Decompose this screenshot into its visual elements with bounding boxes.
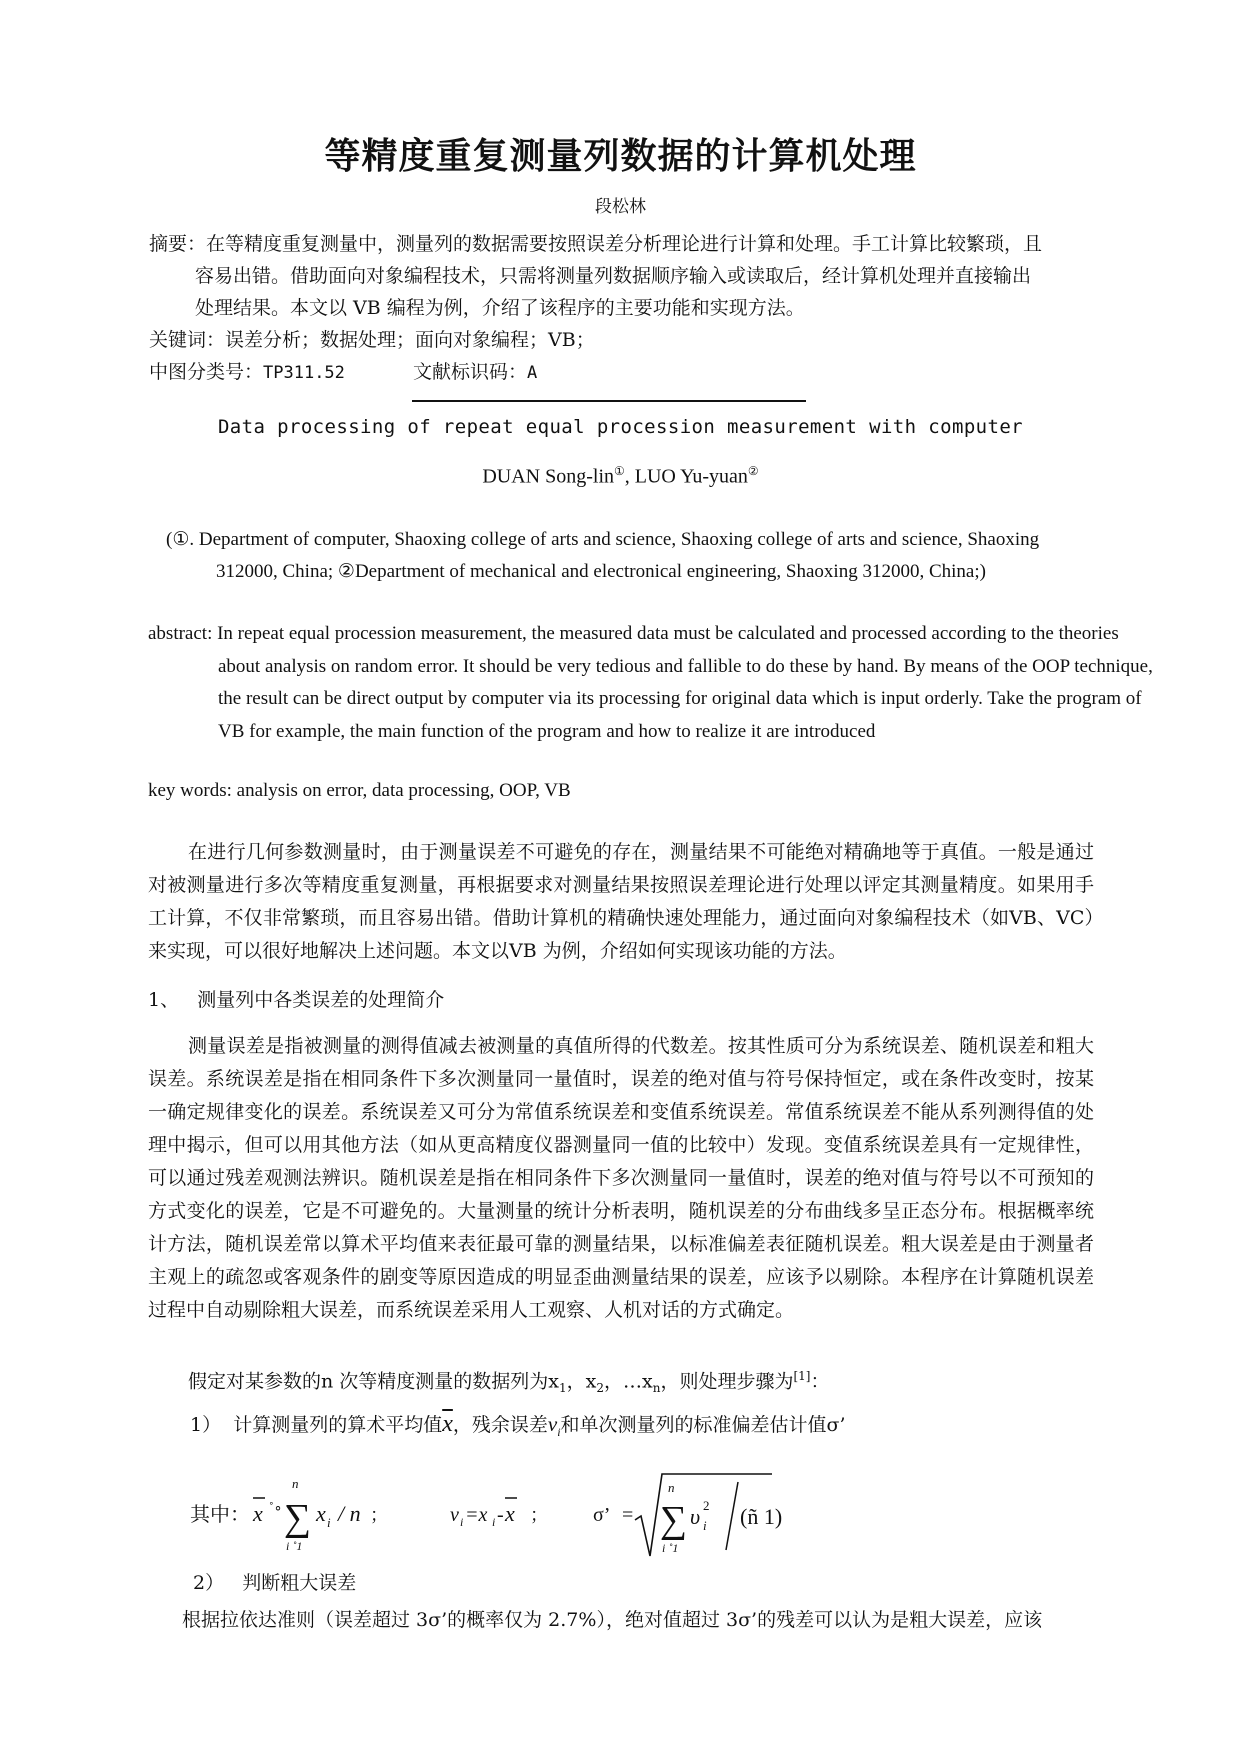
separator: ； (530, 1505, 548, 1525)
subscript: i (492, 1515, 496, 1529)
en-author-1: DUAN Song-lin (482, 465, 614, 488)
section1-paragraph: 测量误差是指被测量的测得值减去被测量的真值所得的代数差。按其性质可分为系统误差、随机误差和粗大误差。系统误差是指在相同条件下多次测量同一量值时，误差的绝对值与符号保持恒定，或在条件改变时，按某一确定规律变化的误差。系统误差又可分为常值系统误差和变值系统误差。常值系统误差不能从系列测得值的处理中揭示，但可以用其他方法（如从更高精度仪器测量同一值的比较中）发现。变值系统误差具有一定规律性，可以通过残差观测法辨识。随机误差是指在相同条件下多次测量同一量值时，误差的绝对值与符号以不可预知的方式变化的误差，它是不可避免的。大量测量的统计分析表明，随机误差的分布曲线多呈正态分布。根据概率统计方法，随机误差常以算术平均值来表征最可靠的测量结果，以标准偏差表征随机误差。粗大误差是由于测量者主观上的疏忽或客观条件的剧变等原因造成的明显歪曲测量结果的误差，应该予以剔除。本程序在计算随机误差过程中自动剔除粗大误差，而系统误差采用人工观察、人机对话的方式确定。 (148, 1035, 1094, 1321)
step-text: 计算测量列的算术平均值 (233, 1414, 443, 1436)
minus-sign: - (497, 1504, 504, 1526)
subscript: i (703, 1518, 707, 1533)
classification-value: TP311.52 (263, 363, 345, 383)
subscript: n (652, 1381, 661, 1396)
classification-label: 中图分类号： (149, 361, 264, 383)
zh-abstract (149, 228, 1094, 389)
zh-abstract-text: 处理结果。本文以 VB 编程为例，介绍了该程序的主要功能和实现方法。 (195, 297, 805, 319)
step-number: 1） (190, 1414, 222, 1436)
formula-block (190, 1468, 830, 1560)
step-title: 判断粗大误差 (242, 1572, 357, 1594)
sum-upper-limit: n (668, 1480, 675, 1495)
section-title: 测量列中各类误差的处理简介 (197, 989, 445, 1011)
en-title: Data processing of repeat equal procession measurement with computer (217, 416, 1024, 438)
equals-glyph: ˚∘ (269, 1501, 283, 1516)
en-affiliation (166, 524, 1094, 588)
equals-sign: = (622, 1504, 634, 1526)
author-mark-1: ① (614, 464, 625, 478)
en-authors (0, 464, 1241, 489)
step-2 (193, 1568, 356, 1595)
en-affiliation-line: (①. Department of computer, Shaoxing college of arts and science, Shaoxing college of arts and science, Shaoxing (166, 529, 1040, 550)
author-name: 段松林 (595, 197, 646, 217)
zh-abstract-text: 在等精度重复测量中，测量列的数据需要按照误差分析理论进行计算和处理。手工计算比较繁琐，且 (206, 233, 1043, 255)
subscript: 1 (559, 1381, 567, 1396)
steps-intro-text: 假定对某参数的n 次等精度测量的数据列为x (188, 1370, 559, 1393)
subscript: i (327, 1515, 331, 1530)
sum-lower-limit: i ˚1 (286, 1539, 303, 1553)
en-abstract-label: abstract: (148, 623, 218, 644)
divider-line (412, 400, 806, 402)
author-separator: , (624, 465, 635, 488)
subscript: i (557, 1424, 561, 1439)
subscript: 2 (596, 1381, 604, 1396)
zh-abstract-text: 容易出错。借助面向对象编程技术，只需将测量列数据顺序输入或读取后，经计算机处理并直接输出 (195, 265, 1032, 287)
residual-symbol: ν (547, 1412, 558, 1436)
step-number: 2） (193, 1572, 225, 1594)
classification-line (149, 356, 1094, 389)
sum-lower-limit: i ˚1 (662, 1541, 679, 1555)
en-abstract (148, 618, 1164, 748)
steps-intro-text: ，则处理步骤为 (660, 1370, 794, 1393)
paper-title: 等精度重复测量列数据的计算机处理 (324, 136, 917, 177)
sum-symbol: ∑ (660, 1499, 688, 1541)
zh-keywords (149, 324, 1094, 356)
en-abstract-text: In repeat equal procession measurement, the measured data must be calculated and processed according to the theories about analysis on random error. It should be very tedious and fallible to do these by hand. By means of the OOP technique, the result can be direct output by computer via its processing for original data which is input orderly. Take the program of VB for example, the main function of the program and how to realize it are introduced (217, 623, 1153, 742)
en-keywords-text: analysis on error, data processing, OOP, VB (236, 780, 571, 801)
zh-keywords-text: 误差分析；数据处理；面向对象编程；VB； (225, 329, 595, 351)
superscript: 2 (703, 1498, 710, 1513)
section-heading (148, 985, 444, 1012)
author-mark-2: ② (747, 464, 759, 478)
steps-intro-text: ，x (566, 1370, 597, 1393)
mean-symbol: x (505, 1501, 515, 1526)
residual-eq: =x (465, 1504, 488, 1526)
step-1 (190, 1410, 846, 1440)
reference-mark: [1] (793, 1369, 811, 1383)
en-author-2: LUO Yu-yuan (634, 465, 748, 488)
denominator: (ñ 1) (740, 1504, 783, 1529)
steps-intro-text: ，…x (604, 1370, 653, 1393)
step-text: ，残余误差 (452, 1414, 548, 1436)
formula-label: 其中： (190, 1502, 250, 1526)
divide-n: / n (338, 1501, 361, 1526)
division-slash (726, 1482, 738, 1550)
en-keywords (148, 780, 571, 802)
term-x: x (316, 1501, 326, 1526)
sum-upper-limit: n (292, 1476, 299, 1491)
subscript: i (460, 1515, 464, 1529)
residual-symbol: ν (450, 1504, 459, 1526)
doc-code-label: 文献标识码： (413, 361, 528, 383)
term-upsilon: υ (690, 1504, 701, 1529)
en-keywords-label: key words: (148, 780, 237, 801)
mean-symbol: $\overline{x}$ (442, 1411, 453, 1437)
zh-abstract-label: 摘要： (149, 233, 207, 255)
sigma-symbol: σ’ (593, 1504, 611, 1526)
step-text: 和单次测量列的标准偏差估计值σ’ (560, 1414, 846, 1436)
zh-abstract-line (149, 228, 1094, 260)
last-paragraph: 根据拉依达准则（误差超过 3σ’的概率仅为 2.7%），绝对值超过 3σ’的残差可以认为是粗大误差，应该 (182, 1609, 1043, 1631)
sum-symbol: ∑ (284, 1497, 312, 1539)
mean-symbol: x (253, 1501, 263, 1526)
zh-keywords-label: 关键词： (149, 329, 226, 351)
doc-code-value: A (527, 363, 538, 383)
section-number: 1、 (148, 989, 180, 1011)
steps-intro-text: ： (810, 1370, 830, 1393)
en-affiliation-line: 312000, China; ②Department of mechanical and electronical engineering, Shaoxing 312000, China;) (216, 561, 986, 582)
separator: ； (370, 1505, 388, 1525)
steps-intro (148, 1360, 1094, 1405)
intro-paragraph: 在进行几何参数测量时，由于测量误差不可避免的存在，测量结果不可能绝对精确地等于真值。一般是通过对被测量进行多次等精度重复测量，再根据要求对测量结果按照误差理论进行处理以评定其测量精度。如果用手工计算，不仅非常繁琐，而且容易出错。借助计算机的精确快速处理能力，通过面向对象编程技术（如VB、VC）来实现，可以很好地解决上述问题。本文以VB 为例，介绍如何实现该功能的方法。 (148, 841, 1094, 962)
